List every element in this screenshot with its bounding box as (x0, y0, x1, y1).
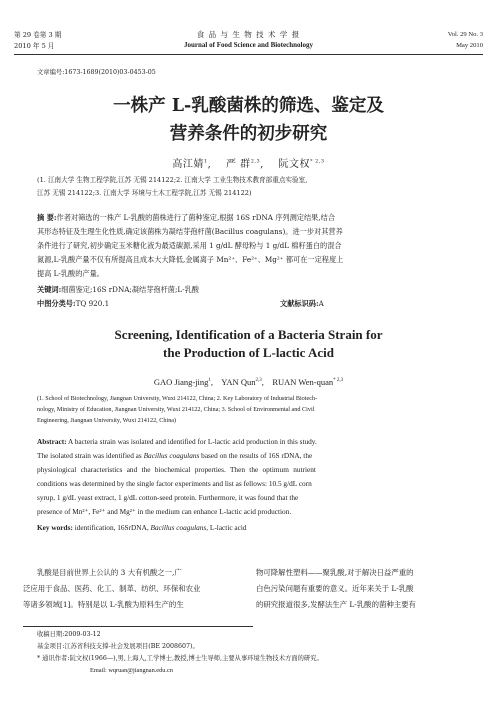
abstract-en-line6: presence of Mn²⁺, Fe²⁺ and Mg²⁺ in the medium can enhance L-lactic acid production. (37, 507, 292, 516)
header-journal-en: Journal of Food Science and Biotechnology (184, 41, 313, 49)
title-en-line1: Screening, Identification of a Bacteria Strain for (114, 327, 383, 342)
keywords-en-label: Key words: (37, 523, 73, 532)
keywords-en-text-a: identification, 16SrDNA, (72, 523, 151, 532)
author-cn-2-sup: 2,3 (250, 158, 261, 165)
affiliation-en-line3: Engineering, Jiangnan University, Wuxi 214122, China) (37, 417, 177, 424)
footnote-received: 收稿日期:2009-03-12 (37, 631, 101, 638)
abstract-cn-line4: 氮源,L-乳酸产量不仅有所提高且成本大大降低,金属离子 Mn²⁺、Fe²⁺、Mg²⁺ 都可在一定程度上 (37, 255, 344, 264)
abstract-en-line2 (37, 451, 312, 460)
header-rule (14, 54, 483, 55)
author-en-3: RUAN Wen-quan (272, 377, 334, 387)
header-date-en: May 2010 (456, 42, 483, 49)
footnote-email: Email: wqruan@jiangnan.edu.cn (90, 667, 173, 674)
header-volume-cn: 第 29 卷第 3 期 (14, 31, 62, 39)
abstract-en-label: Abstract: (37, 437, 67, 446)
body-right-line2: 白色污染问题有重要的意义。近年来关于 L-乳酸 (256, 584, 414, 593)
body-left-line1: 乳酸是目前世界上公认的 3 大有机酸之一,广 (37, 568, 182, 577)
clc-label: 中图分类号: (37, 299, 76, 308)
abstract-en-line5: syrup, 1 g/dL yeast extract, 1 g/dL cotton-seed protein. Furthermore, it was found that the (37, 493, 299, 502)
body-left-line3: 等诸多领域[1]。特别是以 L-乳酸为原料生产的生 (23, 600, 184, 609)
author-cn-3-sup: * 2,3 (310, 158, 325, 165)
header-date-cn: 2010 年 5 月 (14, 42, 55, 50)
document-code (280, 298, 324, 311)
body-left-line2: 泛应用于食品、医药、化工、制革、纺织、环保和农业 (23, 584, 201, 593)
clc-number (37, 298, 109, 311)
abstract-cn-line1 (37, 212, 335, 225)
title-en-line2: the Production of L-lactic Acid (163, 345, 334, 360)
authors-en: GAO Jiang-jing$^1$, YAN Qun$^{2,3}$, RUAN Wen-quan$^{* 2,3}$ (153, 377, 344, 387)
abstract-en-line4: conditions was determined by the single factor experiments and list as fellows: 10.5 g/dL corn (37, 479, 312, 488)
author-cn-1-sup: 1 (203, 158, 208, 165)
body-right-line1: 物可降解性塑料——聚乳酸,对于解决日益严重的 (256, 568, 414, 577)
title-cn-line1: 一株产 L-乳酸菌株的筛选、鉴定及 (113, 96, 384, 116)
document-code-label: 文献标识码: (280, 299, 319, 308)
abstract-cn-line2: 其形态特征及生理生化性质,确定该菌株为凝结芽孢杆菌(Bacillus coagulans)。进一步对其营养 (37, 227, 343, 236)
keywords-cn-label: 关键词: (37, 285, 62, 294)
abstract-en-text-1: A bacteria strain was isolated and identified for L-lactic acid production in this study. (66, 437, 317, 446)
footnote-fund: 基金项目:江苏省科技支撑-社会发展项目(BE 2008607)。 (37, 643, 199, 650)
author-en-1-sup: 1 (208, 378, 211, 384)
author-cn-3: 阮文权 (278, 159, 311, 170)
affiliation-cn-line2: 江苏 无锡 214122;3. 江南大学 环境与土木工程学院,江苏 无锡 214122) (37, 189, 252, 197)
abstract-en-text-2c: based on the results of 16S rDNA, the (199, 451, 313, 460)
clc-value: TQ 920.1 (75, 299, 110, 308)
article-number: 文章编号:1673-1689(2010)03-0453-05 (37, 69, 156, 76)
author-cn-1: 高江婧 (172, 159, 204, 170)
affiliation-cn-line1: (1. 江南大学 生物工程学院,江苏 无锡 214122;2. 江南大学 工业生物技术教育部重点实验室, (37, 176, 308, 184)
abstract-cn-text-1: 作者对筛选的一株产 L-乳酸的菌株进行了菌种鉴定,根据 16S rDNA 序列测定结果,结合 (56, 213, 336, 222)
keywords-en (37, 523, 247, 532)
author-en-2: YAN Qun (221, 377, 256, 387)
abstract-en-line1 (37, 437, 317, 446)
footnote-rule (23, 626, 253, 627)
document-code-value: A (318, 299, 324, 308)
abstract-cn-line5: 提高 L-乳酸的产量。 (37, 269, 104, 278)
affiliation-en-line2: nology, Ministry of Education, Jiangnan University, Wuxi 214122, China; 3. School of Environmental and Civil (37, 406, 315, 413)
header-journal-cn: 食 品 与 生 物 技 术 学 报 (196, 30, 301, 39)
authors-cn: 高江婧$^1$, 严 群$^{2,3}$, 阮文权$^{* 2,3}$ (172, 158, 325, 170)
affiliation-en-line1: (1. School of Biotechnology, Jiangnan University, Wuxi 214122, China; 2. Key Laboratory of Industrial Biotech- (37, 395, 318, 402)
keywords-cn (37, 284, 199, 297)
abstract-en-line3: physiological characteristics and the biochemical properties. Then the optimum nutrient (37, 465, 316, 474)
footnote-author: * 通讯作者:阮文权(1966—),男,上海人,工学博士,教授,博士生导师,主要从事环境生物技术方面的研究。 (37, 655, 323, 662)
abstract-cn-line3: 条件进行了研究,初步确定玉米糖化液为最适碳源,采用 1 g/dL 酵母粉与 1 g/dL 棉籽蛋白的混合 (37, 241, 342, 250)
abstract-en-text-2a: The isolated strain was identified as (37, 451, 144, 460)
author-en-3-sup: * 2,3 (333, 378, 344, 384)
abstract-en-species: Bacillus coagulans (143, 451, 200, 460)
keywords-en-species: Bacillus coagulans (150, 523, 207, 532)
title-cn-line2: 营养条件的初步研究 (169, 124, 328, 144)
abstract-cn-label: 摘 要: (37, 213, 57, 222)
author-cn-2: 严 群 (226, 159, 251, 170)
author-en-1: GAO Jiang-jing (153, 377, 209, 387)
body-right-line3: 的研究报道很多,发酵法生产 L-乳酸的菌种主要有 (256, 600, 416, 609)
keywords-cn-text: 细菌鉴定;16S rDNA;凝结芽孢杆菌;L-乳酸 (61, 285, 199, 294)
keywords-en-text-c: , L-lactic acid (206, 523, 247, 532)
author-en-2-sup: 2,3 (255, 378, 262, 384)
header-volume-en: Vol. 29 No. 3 (447, 31, 483, 38)
